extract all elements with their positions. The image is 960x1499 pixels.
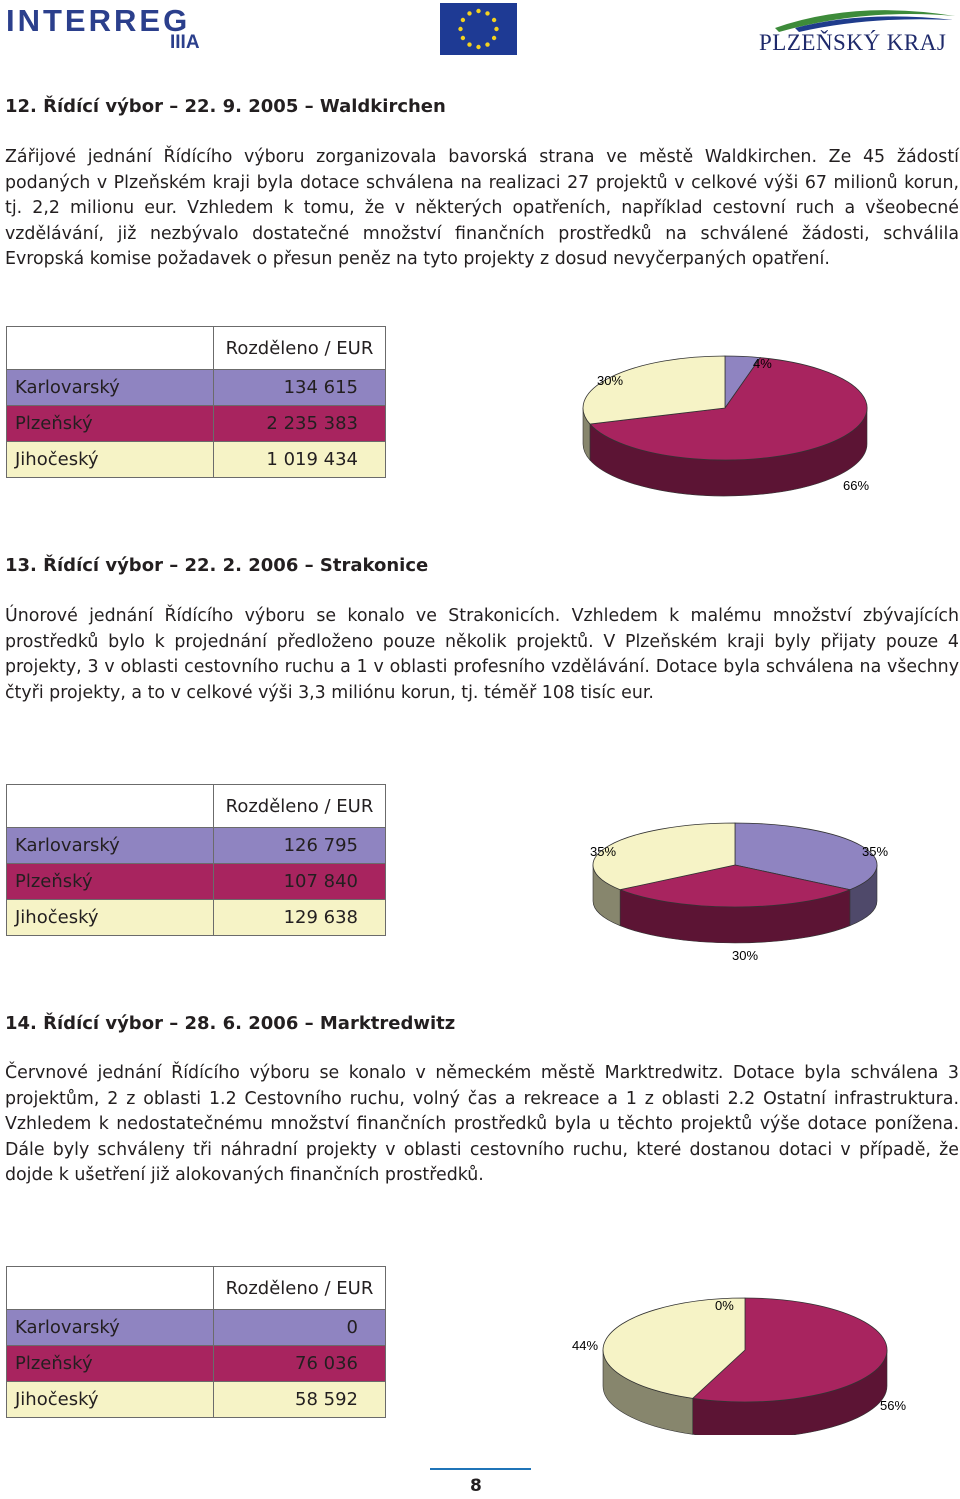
table-row	[7, 828, 386, 864]
table-row	[7, 370, 386, 406]
allocation-table	[6, 1266, 386, 1418]
value-cell: 58 592	[214, 1382, 386, 1418]
table-row	[7, 442, 386, 478]
pie-data-label: 30%	[597, 373, 624, 388]
section-paragraph: Zářijové jednání Řídícího výboru zorganizovala bavorská strana ve městě Waldkirchen. Ze 45 žádostí podaných v Plzeňském kraji byla dotace schválena na realizaci 27 projektů v celkové výši 67 milionů korun, tj. 2,2 milionu eur. Vzhledem k tomu, že v některých opatřeních, například cestovní ruch a všeobecné vzdělávání, již nezbývalo dostatečné množství finančních prostředků na schválené žádosti, schválila Evropská komise požadavek o přesun peněz na tyto projekty z dosud nevyčerpaných opatření.	[5, 147, 959, 269]
pie-data-label: 66%	[843, 478, 870, 493]
interreg-logo-word: INTERREG	[6, 3, 191, 38]
section-paragraph: Únorové jednání Řídícího výboru se konalo ve Strakonicích. Vzhledem k malému množství zbývajících prostředků bylo k projednání předloženo pouze několik projektů. V Plzeňském kraji byly přijaty pouze 4 projekty, 3 v oblasti cestovního ruchu a 1 v oblasti profesního vzdělávání. Dotace byla schválena na všechny čtyři projekty, a to v celkové výši 3,3 miliónu korun, tj. téměř 108 tisíc eur.	[5, 606, 959, 703]
table-header: Rozděleno / EUR	[214, 327, 386, 370]
pie-data-label: 44%	[572, 1338, 599, 1353]
table-row	[7, 1382, 386, 1418]
region-cell: Plzeňský	[7, 406, 214, 442]
region-cell: Plzeňský	[7, 1346, 214, 1382]
value-cell: 1 019 434	[214, 442, 386, 478]
eu-flag-icon	[440, 3, 517, 55]
allocation-table	[6, 326, 386, 478]
table-row	[7, 406, 386, 442]
table-row	[7, 1310, 386, 1346]
value-cell: 0	[214, 1310, 386, 1346]
section-heading: 14. Řídící výbor – 28. 6. 2006 – Marktredwitz	[5, 1013, 456, 1034]
pie-data-label: 35%	[862, 844, 889, 859]
pie-data-label: 0%	[715, 1298, 734, 1313]
region-cell: Karlovarský	[7, 1310, 214, 1346]
page-number: 8	[470, 1476, 482, 1496]
region-cell: Jihočeský	[7, 442, 214, 478]
kraj-logo-text: PLZEŇSKÝ KRAJ	[759, 30, 947, 55]
table-corner	[7, 785, 214, 828]
interreg-logo	[2, 2, 200, 54]
value-cell: 2 235 383	[214, 406, 386, 442]
pie-data-label: 35%	[590, 844, 617, 859]
pie-data-label: 30%	[732, 948, 759, 963]
value-cell: 126 795	[214, 828, 386, 864]
page-number-rule	[430, 1468, 531, 1470]
pie-data-label: 4%	[753, 356, 772, 371]
value-cell: 129 638	[214, 900, 386, 936]
region-cell: Plzeňský	[7, 864, 214, 900]
table-corner	[7, 1267, 214, 1310]
region-cell: Jihočeský	[7, 900, 214, 936]
region-cell: Karlovarský	[7, 370, 214, 406]
plzensky-kraj-logo	[755, 2, 958, 58]
table-row	[7, 864, 386, 900]
table-header: Rozděleno / EUR	[214, 1267, 386, 1310]
table-row	[7, 900, 386, 936]
pie-chart	[550, 1290, 910, 1435]
section-heading: 12. Řídící výbor – 22. 9. 2005 – Waldkirchen	[5, 96, 446, 117]
region-cell: Karlovarský	[7, 828, 214, 864]
value-cell: 107 840	[214, 864, 386, 900]
region-cell: Jihočeský	[7, 1382, 214, 1418]
pie-chart	[575, 350, 875, 505]
value-cell: 134 615	[214, 370, 386, 406]
value-cell: 76 036	[214, 1346, 386, 1382]
pie-data-label: 56%	[880, 1398, 907, 1413]
pie-chart	[570, 820, 890, 970]
interreg-logo-suffix: IIIA	[170, 32, 200, 53]
table-header: Rozděleno / EUR	[214, 785, 386, 828]
section-heading: 13. Řídící výbor – 22. 2. 2006 – Strakonice	[5, 555, 429, 576]
section-paragraph: Červnové jednání Řídícího výboru se konalo v německém městě Marktredwitz. Dotace byla schválena 3 projektům, 2 z oblasti 1.2 Cestovního ruchu, volný čas a rekreace a 1 z oblasti 2.2 Ostatní infrastruktura. Vzhledem k nedostatečnému množství finančních prostředků byla u těchto projektů výše dotace ponížena. Dále byly schváleny tři náhradní projekty v oblasti cestovního ruchu, které dostanou dotaci v případě, že dojde k ušetření již alokovaných finančních prostředků.	[5, 1063, 959, 1185]
allocation-table	[6, 784, 386, 936]
table-row	[7, 1346, 386, 1382]
table-corner	[7, 327, 214, 370]
